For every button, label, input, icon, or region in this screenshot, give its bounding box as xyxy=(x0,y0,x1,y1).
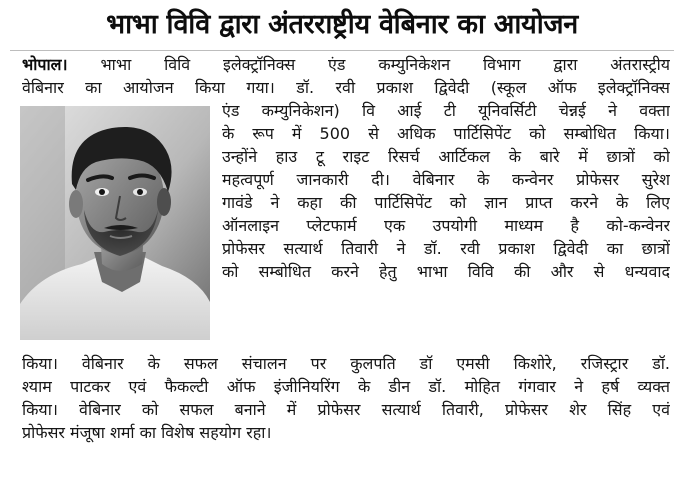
text-line: किया। वेबिनार के सफल संचालन पर कुलपति डॉ एमसी किशोरे, रजिस्ट्रार डॉ. xyxy=(22,354,670,373)
article-opening xyxy=(22,53,670,99)
text-line: एंड कम्युनिकेशन) वि आई टी यूनिवर्सिटी चेन्नई ने वक्ता xyxy=(222,101,670,120)
headline: भाभा विवि द्वारा अंतरराष्ट्रीय वेबिनार का आयोजन xyxy=(106,9,578,40)
speaker-photo xyxy=(20,106,210,340)
text-line: भोपाल। भाभा विवि इलेक्ट्रॉनिक्स एंड कम्युनिकेशन विभाग द्वारा अंतरास्ट्रीय xyxy=(22,55,670,74)
text-line: उन्होंने हाउ टू राइट रिसर्च आर्टिकल के बारे में छात्रों को xyxy=(222,147,670,166)
headline-divider xyxy=(10,50,674,51)
dateline: भोपाल। xyxy=(22,55,68,74)
text-line: प्रोफेसर सत्यार्थ तिवारी ने डॉ. रवी प्रकाश द्विवेदी का छात्रों xyxy=(222,239,670,258)
text-line: ऑनलाइन प्लेटफार्म एक उपयोगी माध्यम है को-कन्वेनर xyxy=(222,216,670,235)
text-line: किया। वेबिनार को सफल बनाने में प्रोफेसर सत्यार्थ तिवारी, प्रोफेसर शेर सिंह एवं xyxy=(22,400,670,419)
text-line: श्याम पाटकर एवं फैकल्टी ऑफ इंजीनियरिंग के डीन डॉ. मोहित गंगवार ने हर्ष व्यक्त xyxy=(22,377,670,396)
text-line: को सम्बोधित करने हेतु भाभा विवि की और से धन्यवाद xyxy=(222,262,670,281)
person-portrait-icon xyxy=(20,106,210,340)
text-line: गावंडे ने कहा की पार्टिसिपेंट को ज्ञान प्राप्त करने के लिए xyxy=(222,193,670,212)
text-line: के रूप में 500 से अधिक पार्टिसिपेंट को सम्बोधित किया। xyxy=(222,124,670,143)
text-line: प्रोफेसर मंजूषा शर्मा का विशेष सहयोग रहा। xyxy=(22,423,272,442)
text-line: वेबिनार का आयोजन किया गया। डॉ. रवी प्रकाश द्विवेदी (स्कूल ऑफ इलेक्ट्रॉनिक्स xyxy=(22,78,670,97)
article-closing xyxy=(22,352,670,444)
text-line: महत्वपूर्ण जानकारी दी। वेबिनार के कन्वेनर प्रोफेसर सुरेश xyxy=(222,170,670,189)
article-wrapped-text xyxy=(222,99,670,283)
